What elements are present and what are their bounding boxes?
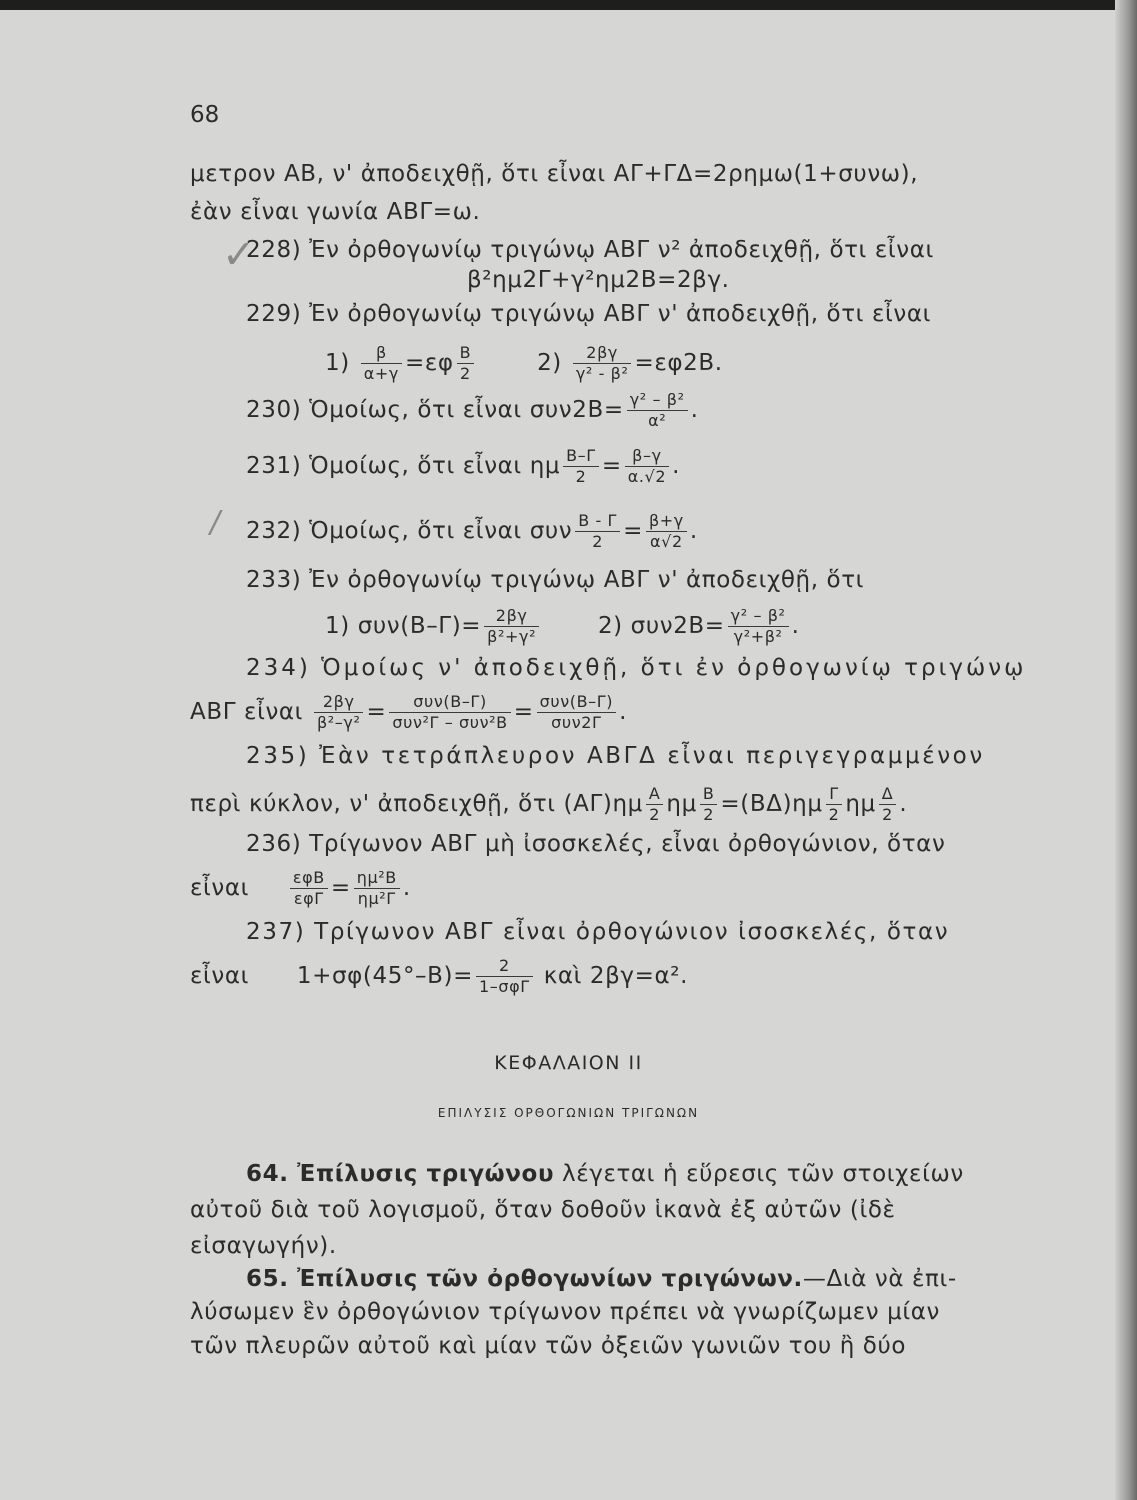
denominator: γ² - β² — [575, 364, 629, 383]
section-65 — [246, 1265, 957, 1293]
formula-text: . — [619, 699, 628, 725]
numerator: εφΒ — [290, 870, 328, 889]
formula-text: . — [402, 875, 411, 901]
exercise-237: 237) Τρίγωνον ΑΒΓ εἶναι ὀρθογώνιον ἰσοσκελές, ὅταν — [246, 919, 950, 945]
denominator: συν2Γ — [551, 713, 602, 732]
denominator: 2 — [649, 805, 661, 824]
numerator: β — [361, 345, 402, 364]
numerator: β–γ — [625, 448, 669, 467]
fraction — [563, 448, 599, 485]
numerator: Β–Γ — [563, 448, 599, 467]
fraction — [627, 392, 688, 429]
formula-text: =εφ2Β. — [634, 350, 723, 376]
denominator: α² — [648, 411, 667, 430]
text-line: μετρον ΑΒ, ν' ἀποδειχθῇ, ὅτι εἶναι ΑΓ+ΓΔ=2ρημω(1+συνω), — [190, 161, 919, 187]
denominator: 2 — [575, 467, 587, 486]
numerator: 2βγ — [573, 345, 632, 364]
formula-text: . — [899, 791, 908, 817]
exercise-234-formula — [190, 694, 627, 731]
fraction — [826, 786, 843, 823]
pencil-check-mark: / — [210, 505, 221, 540]
fraction — [354, 870, 400, 907]
formula-text: = — [513, 699, 534, 725]
numerator: Α — [646, 786, 664, 805]
fraction — [879, 786, 897, 823]
formula-text: 1) συν(Β–Γ)= — [325, 613, 482, 639]
formula-text: ημ — [666, 791, 697, 817]
denominator: β²–γ² — [316, 713, 361, 732]
exercise-232 — [246, 513, 698, 550]
denominator: εφΓ — [293, 889, 324, 908]
item-label: 1) — [325, 350, 350, 376]
fraction — [484, 608, 539, 645]
fraction — [314, 694, 364, 731]
exercise-233: 233) Ἐν ὀρθογωνίῳ τριγώνῳ ΑΒΓ ν' ἀποδειχθῇ, ὅτι — [246, 567, 865, 593]
formula-text: = — [330, 875, 351, 901]
numerator: Γ — [826, 786, 843, 805]
formula-text: ημ — [845, 791, 876, 817]
page-number: 68 — [190, 102, 220, 128]
formula-text: 232) Ὁμοίως, ὅτι εἶναι συν — [246, 518, 573, 544]
numerator: Β - Γ — [575, 513, 620, 532]
exercise-237-formula — [190, 958, 688, 995]
section-64 — [246, 1160, 964, 1188]
fraction — [476, 958, 533, 995]
fraction — [575, 513, 620, 550]
denominator: α.√2 — [627, 467, 667, 486]
formula-text: 2) συν2Β= — [597, 613, 725, 639]
formula-text: = — [601, 453, 622, 479]
exercise-234: 234) Ὁμοίως ν' ἀποδειχθῇ, ὅτι ἐν ὀρθογωνίῳ τριγώνῳ — [246, 655, 1027, 681]
exercise-228: 228) Ἐν ὀρθογωνίῳ τριγώνῳ ΑΒΓ ν² ἀποδειχθῇ, ὅτι εἶναι — [246, 237, 934, 263]
numerator: 2βγ — [484, 608, 539, 627]
paragraph-text: —Διὰ νὰ ἐπι- — [802, 1266, 957, 1292]
fraction — [389, 694, 510, 731]
formula-text: 1+σφ(45°–Β)= — [296, 963, 473, 989]
exercise-230 — [246, 392, 699, 429]
exercise-231 — [246, 448, 680, 485]
denominator: 2 — [828, 805, 840, 824]
text-line: τῶν πλευρῶν αὐτοῦ καὶ μίαν τῶν ὀξειῶν γωνιῶν του ἢ δύο — [190, 1333, 907, 1359]
fraction — [700, 786, 718, 823]
formula-text: περὶ κύκλον, ν' ἀποδειχθῇ, ὅτι (ΑΓ)ημ — [190, 791, 643, 817]
numerator: γ² – β² — [627, 392, 688, 411]
chapter-title: ΚΕΦΑΛΑΙΟΝ ΙΙ — [494, 1052, 643, 1074]
denominator: β²+γ² — [487, 627, 537, 646]
formula-text: ΑΒΓ εἶναι — [190, 699, 304, 725]
section-heading: 64. Ἐπίλυσις τριγώνου — [246, 1161, 555, 1187]
denominator: α√2 — [650, 532, 683, 551]
denominator: 1–σφΓ — [478, 977, 530, 996]
fraction — [361, 345, 402, 382]
formula-text: καὶ 2βγ=α². — [543, 963, 688, 989]
exercise-228-formula: β²ημ2Γ+γ²ημ2Β=2βγ. — [467, 267, 730, 293]
denominator: 2 — [882, 805, 893, 824]
section-heading: 65. Ἐπίλυσις τῶν ὀρθογωνίων τριγώνων. — [246, 1266, 803, 1292]
exercise-233-formulas — [325, 608, 799, 645]
numerator: Δ — [879, 786, 897, 805]
text-line: εἰσαγωγήν). — [190, 1233, 337, 1259]
formula-text: = — [366, 699, 387, 725]
numerator: ημ²Β — [354, 870, 400, 889]
numerator: 2βγ — [314, 694, 364, 713]
fraction — [625, 448, 669, 485]
formula-text: εἶναι — [190, 963, 250, 989]
fraction — [457, 345, 475, 382]
formula-text: 231) Ὁμοίως, ὅτι εἶναι ημ — [246, 453, 561, 479]
exercise-229: 229) Ἐν ὀρθογωνίῳ τριγώνῳ ΑΒΓ ν' ἀποδειχθῇ, ὅτι εἶναι — [246, 301, 931, 327]
numerator: Β — [700, 786, 718, 805]
paragraph-text: λέγεται ἡ εὕρεσις τῶν στοιχείων — [554, 1161, 964, 1187]
formula-text: . — [689, 518, 698, 544]
numerator: γ² – β² — [728, 608, 789, 627]
numerator: συν(Β–Γ) — [389, 694, 510, 713]
fraction — [646, 513, 687, 550]
denominator: 2 — [592, 532, 604, 551]
denominator: α+γ — [363, 364, 399, 383]
formula-text: . — [672, 453, 681, 479]
denominator: ημ²Γ — [357, 889, 396, 908]
fraction — [573, 345, 632, 382]
fraction — [728, 608, 789, 645]
text-line: λύσωμεν ἓν ὀρθογώνιον τρίγωνον πρέπει νὰ γνωρίζωμεν μίαν — [190, 1299, 940, 1325]
fraction — [290, 870, 328, 907]
formula-text: εἶναι — [190, 875, 250, 901]
denominator: γ²+β² — [733, 627, 783, 646]
formula-text: =εφ — [404, 350, 454, 376]
item-label: 2) — [537, 350, 562, 376]
fraction — [646, 786, 664, 823]
formula-text: = — [623, 518, 643, 544]
exercise-236: 236) Τρίγωνον ΑΒΓ μὴ ἰσοσκελές, εἶναι ὀρθογώνιον, ὅταν — [246, 831, 946, 857]
formula-text: =(ΒΔ)ημ — [720, 791, 823, 817]
denominator: συν²Γ – συν²Β — [392, 713, 508, 732]
numerator: β+γ — [646, 513, 687, 532]
numerator: 2 — [476, 958, 533, 977]
exercise-235-formula — [190, 786, 907, 823]
chapter-subtitle: ΕΠΙΛΥΣΙΣ ΟΡΘΟΓΩΝΙΩΝ ΤΡΙΓΩΝΩΝ — [437, 1106, 700, 1120]
denominator: 2 — [460, 364, 471, 383]
text-line: ἐὰν εἶναι γωνία ΑΒΓ=ω. — [190, 199, 481, 225]
fraction — [537, 694, 617, 731]
formula-text: 230) Ὁμοίως, ὅτι εἶναι συν2Β= — [246, 397, 624, 423]
denominator: 2 — [703, 805, 715, 824]
exercise-229-formulas — [325, 345, 723, 382]
exercise-236-formula — [190, 870, 411, 907]
numerator: συν(Β–Γ) — [537, 694, 617, 713]
pencil-check-mark: ✓ — [222, 232, 256, 278]
exercise-235: 235) Ἐὰν τετράπλευρον ΑΒΓΔ εἶναι περιγεγραμμένον — [246, 743, 985, 769]
numerator: Β — [457, 345, 475, 364]
formula-text: . — [791, 613, 800, 639]
text-line: αὐτοῦ διὰ τοῦ λογισμοῦ, ὅταν δοθοῦν ἱκανὰ ἐξ αὐτῶν (ἰδὲ — [190, 1197, 896, 1223]
formula-text: . — [690, 397, 699, 423]
